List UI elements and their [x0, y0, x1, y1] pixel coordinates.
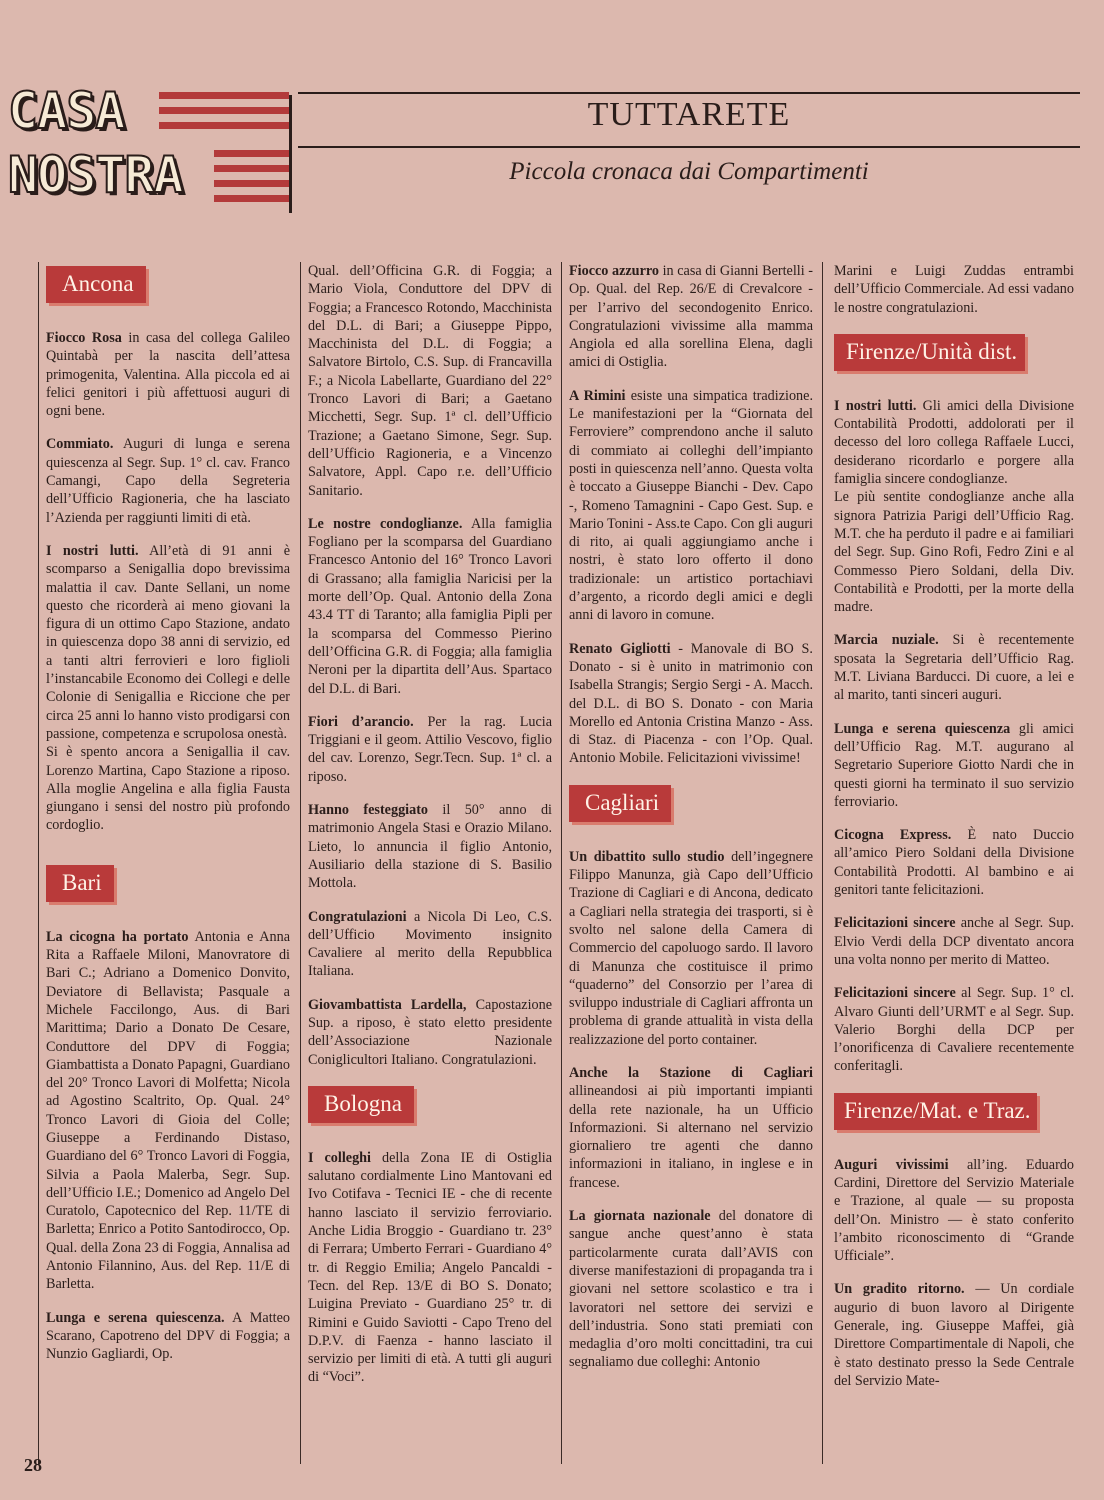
- article-text: Gli amici della Divisione Contabilità Prodotti, addolorati per il decesso del loro collega Raffaele Lucci, desiderano ricordarlo e porgere alla famiglia sincere condoglianze.: [834, 397, 1074, 488]
- article-paragraph: [569, 387, 813, 625]
- column-1: [46, 262, 290, 1464]
- article-text: Auguri di lunga e serena quiescenza al Segr. Sup. 1° cl. cav. Franco Camangi, Capo della Segreteria dell’Ufficio Ragioneria, che ha lasciato l’Azienda per raggiunti limiti di età.: [46, 436, 290, 526]
- column-4: [834, 262, 1074, 1464]
- article-text: il 50° anno di matrimonio Angela Stasi e Orazio Milano. Lieto, lo annuncia il figlio Antonio, Ausiliario della stazione di S. Basilio Mottola.: [308, 802, 552, 892]
- region-heading-cagliari: Cagliari: [569, 785, 671, 822]
- region-heading-firenze-unita-dist: Firenze/Unità dist.: [834, 334, 1025, 371]
- article-lead: I nostri lutti.: [46, 542, 139, 559]
- section-title: TUTTARETE: [587, 96, 791, 133]
- article-paragraph: [308, 515, 552, 698]
- article-paragraph: [308, 908, 552, 981]
- article-lead: Felicitazioni sincere: [834, 985, 956, 1002]
- article-lead: Un gradito ritorno.: [834, 1281, 965, 1298]
- article-paragraph: [834, 826, 1074, 899]
- article-paragraph: Le più sentite condoglianze anche alla signora Patrizia Parigi dell’Ufficio Rag. M.T. che ha perduto il padre e ai familiari del Segr. Sup. Gino Rofi, Fedro Zini e al Commesso Piero Soldani, della Div. Contabilità e Prodotti, per la morte della madre.: [834, 489, 1074, 616]
- article-text: allineandosi ai più importanti impianti della rete nazionale, ha un Ufficio Informazioni. Si alternano nel servizio giornaliero tre agenti che danno informazioni in italiano, in inglese e in francese.: [569, 1083, 813, 1191]
- article-lead: Giovambattista Lardella,: [308, 996, 467, 1013]
- article-lead: Marcia nuziale.: [834, 632, 939, 649]
- article-paragraph: [308, 1149, 552, 1387]
- article-text: Per la rag. Lucia Triggiani e il geom. Attilio Vescovo, figlio del cav. Lorenzo, Segr.Tecn. Sup. 1ª cl. a riposo.: [308, 713, 552, 785]
- article-lead: A Rimini: [569, 387, 626, 404]
- masthead-mid-rule: [298, 146, 1080, 148]
- page-number: 28: [24, 1455, 42, 1475]
- article-paragraph: [834, 631, 1074, 704]
- article-text: Si è recentemente sposata la Segretaria dell’Ufficio Rag. M.T. Liviana Barducci. Di cuore, a lei e al marito, tanti sinceri auguri.: [834, 632, 1074, 704]
- article-lead: La giornata nazionale: [569, 1208, 711, 1225]
- article-paragraph: [834, 984, 1074, 1075]
- article-lead: Lunga e serena quiescenza: [834, 720, 1011, 737]
- article-lead: Un dibattito sullo studio: [569, 848, 725, 865]
- article-text: della Zona IE di Ostiglia salutano cordialmente Lino Mantovani ed Ivo Cotifava - Tecnici IE - che di recente hanno lasciato il servizio ferroviario. Anche Lidia Broggio - Guardiano tr. 23° di Ferrara; Umberto Ferrari - Guardiano 4° tr. di Reggio Emilia; Angelo Pancaldi - Tecn. del Rep. 13/E di BO S. Donato; Luigina Previato - Guardiano 25° tr. di Rimini e Guido Saviotti - Capo Treno del D.P.V. di Faenza - hanno lasciato il servizio per limiti di età. A tutti gli auguri di “Voci”.: [308, 1149, 552, 1386]
- article-paragraph: [308, 801, 552, 892]
- region-heading-firenze-mat-traz: Firenze/Mat. e Traz.: [834, 1093, 1037, 1130]
- article-text: Antonia e Anna Rita a Raffaele Miloni, Manovratore di Bari C.; Adriano a Domenico Donvito, Deviatore di Bellavista; Pasquale a Michele Faccilongo, Aus. di Bari Marittima; Dario a Donato De Cesare, Conduttore del DPV di Foggia; Giambattista a Donato Papagni, Guardiano del 20° Tronco Lavori di Molfetta; Nicola ad Agostino Scaltrito, Op. Qual. 24° Tronco Lavori di Gioia del Colle; Giuseppe a Ferdinando Distaso, Guardiano del 6° Tronco Lavori di Foggia, Silvia a Paola Malerba, Segr. Sup. dell’Ufficio I.E.; Domenico ad Angelo Del Curatolo, Capotecnico del Rep. 11/TE di Barletta; Enrico a Potito Santodirocco, Op. Qual. della Zona 23 di Foggia, Annalisa ad Antonio Filannino, Aus. del Rep. 11/E di Barletta.: [46, 928, 290, 1293]
- column-rule: [300, 262, 301, 1464]
- article-lead: Anche la Stazione di Cagliari: [569, 1064, 813, 1081]
- column-3: [569, 262, 813, 1464]
- article-paragraph: [46, 928, 290, 1294]
- article-paragraph: [569, 1207, 813, 1372]
- article-paragraph: [834, 1280, 1074, 1390]
- column-rule: [561, 262, 562, 1464]
- column-rule: [822, 262, 823, 1464]
- article-lead: Renato Gigliotti: [569, 640, 671, 657]
- article-lead: Cicogna Express.: [834, 827, 952, 844]
- article-paragraph: [569, 848, 813, 1049]
- article-paragraph: [834, 397, 1074, 488]
- article-paragraph: [46, 435, 290, 526]
- article-text: All’età di 91 anni è scomparso a Senigallia dopo brevissima malattia il cav. Dante Sellani, un nome questo che ricorderà ai meno giovani la figura di un ottimo Capo Stazione, andato in quiescenza dopo 38 anni di servizio, ed a tanti altri ferrovieri e loro figlioli l’instancabile Economo dei Collegi e delle Colonie di Senigallia e Riccione che per circa 25 anni lo hanno visto prodigarsi con passione, competenza e scrupolosa onestà.: [46, 542, 290, 742]
- article-text: al Segr. Sup. 1° cl. Alvaro Giunti dell’URMT e al Segr. Sup. Valerio Borghi della DCP per l’onorificenza di Cavaliere recentemente conferitagli.: [834, 985, 1074, 1075]
- article-lead: Hanno festeggiato: [308, 802, 429, 819]
- article-paragraph: [308, 713, 552, 786]
- article-lead: I colleghi: [308, 1149, 372, 1166]
- article-text: all’ing. Eduardo Cardini, Direttore del Servizio Materiale e Trazione, al quale — su proposta dell’On. Ministro — è stato conferito l’ambito riconoscimento di “Grande Ufficiale”.: [834, 1156, 1074, 1265]
- article-lead: Felicitazioni sincere: [834, 915, 956, 932]
- article-paragraph: Si è spento ancora a Senigallia il cav. Lorenzo Martina, Capo Stazione a riposo. Alla moglie Angelina e alla figlia Fausta giungano i sensi del nostro più profondo cordoglio.: [46, 744, 290, 834]
- article-text: — Un cordiale augurio di buon lavoro al Dirigente Generale, ing. Giuseppe Maffei, già Direttore Compartimentale di Napoli, che è stato destinato presso la Sede Centrale del Servizio Mate-: [834, 1281, 1074, 1389]
- region-heading-ancona: Ancona: [46, 266, 146, 303]
- article-lead: Fiocco azzurro: [569, 263, 660, 279]
- column-2: [308, 262, 552, 1464]
- article-text: - Manovale di BO S. Donato - si è unito in matrimonio con Isabella Strangis; Sergio Sergi - A. Macch. del D.L. di BO S. Donato - con Maria Morello ed Antonia Cristina Manzo - Ass. di Staz. di Piacenza - con l’Op. Qual. Antonio Mobile. Felicitazioni vivissime!: [569, 640, 813, 767]
- article-lead: I nostri lutti.: [834, 397, 917, 414]
- column-rule: [38, 262, 39, 1464]
- article-paragraph: [46, 542, 290, 743]
- article-paragraph: [569, 262, 813, 372]
- masthead-divider: [289, 95, 292, 213]
- article-paragraph: [569, 1064, 813, 1192]
- article-lead: Fiocco Rosa: [46, 330, 122, 346]
- article-text: Alla famiglia Fogliano per la scomparsa del Guardiano Francesco Antonio del 16° Tronco Lavori di Grassano; alla famiglia Naricisi per la morte dell’Op. Qual. Antonio della Zona 43.4 TT di Taranto; alla famiglia Pipli per la scomparsa del Commesso Pierino dell’Officina G.R. di Foggia; alla famiglia Neroni per la dipartita dell’Aus. Spartaco del D.L. di Bari.: [308, 515, 552, 697]
- article-paragraph: [46, 1309, 290, 1364]
- article-lead: Commiato.: [46, 436, 114, 453]
- article-paragraph: [834, 1156, 1074, 1266]
- article-paragraph: [46, 329, 290, 420]
- logo-word-casa: CASA: [8, 82, 125, 140]
- article-lead: Le nostre condoglianze.: [308, 515, 463, 532]
- masthead-top-rule: [298, 92, 1080, 94]
- article-text: dell’ingegnere Filippo Manunza, già Capo dell’Ufficio Trazione di Cagliari e di Ancona, dedicato a Cagliari nella strategia dei trasporti, si è svolto nel salone della Camera di Commercio del capoluogo sardo. Il lavoro di Manunza che costituisce il primo “quaderno” del Consorzio per l’area di sviluppo industriale di Cagliari affronta un problema di grande attualità in vista della realizzazione del porto container.: [569, 848, 813, 1048]
- article-text: esiste una simpatica tradizione. Le manifestazioni per la “Giornata del Ferroviere” comprendono anche il saluto di commiato ai colleghi dell’impianto posti in quiescenza nell’anno. Questa volta è toccato a Giuseppe Bianchi - Dev. Capo -, Romeno Tamagnini - Capo Gest. Sup. e Mario Tonini - Ass.te Capo. Con gli auguri di rito, ai quali aggiungiamo anche i nostri, è stato loro offerto il dono tradizionale: un artistico portachiavi d’argento, a ricordo degli amici e degli anni di lavoro in comune.: [569, 387, 813, 624]
- article-paragraph: Marini e Luigi Zuddas entrambi dell’Ufficio Commerciale. Ad essi vadano le nostre congratulazioni.: [834, 263, 1074, 316]
- article-lead: Lunga e serena quiescenza.: [46, 1309, 225, 1326]
- article-text: anche al Segr. Sup. Elvio Verdi della DCP diventato ancora una volta nonno per merito di Matteo.: [834, 915, 1074, 968]
- section-subtitle: Piccola cronaca dai Compartimenti: [509, 158, 869, 185]
- article-paragraph: [834, 914, 1074, 969]
- article-text: Capostazione Sup. a riposo, è stato eletto presidente dell’Associazione Nazionale Coniglicultori Italiano. Congratulazioni.: [308, 996, 552, 1068]
- article-text: gli amici dell’Ufficio Rag. M.T. augurano al Segretario Superiore Giotto Nardi che in questi giorni ha terminato il suo servizio ferroviario.: [834, 720, 1074, 810]
- article-text: del donatore di sangue anche quest’anno è stata particolarmente curata dall’AVIS con diverse manifestazioni di propaganda tra i giovani nel settore scolastico e tra i lavoratori nel settore dei servizi e dell’industria. Sono stati premiati con medaglia d’oro molti concittadini, tra cui segnaliamo due colleghi: Antonio: [569, 1208, 813, 1371]
- article-paragraph: [308, 996, 552, 1069]
- article-paragraph: [569, 640, 813, 768]
- article-paragraph: Qual. dell’Officina G.R. di Foggia; a Mario Viola, Conduttore del DPV di Foggia; a Francesco Rotondo, Macchinista del D.L. di Bari; a Giuseppe Pippo, Macchinista del D.L. di Foggia; a Salvatore Birtolo, C.S. Sup. di Francavilla F.; a Nicola Labellarte, Guardiano del 22° Tronco Lavori di Bari; a Gaetano Micchetti, Segr. Sup. 1ª cl. dell’Ufficio Trazione; a Gaetano Simone, Segr. Sup. dell’Ufficio Ragioneria, e a Vincenzo Salvatore, Appl. Capo r.e. dell’Ufficio Sanitario.: [308, 263, 552, 499]
- logo-word-nostra: NOSTRA: [8, 146, 183, 204]
- article-text: A Matteo Scarano, Capotreno del DPV di Foggia; a Nunzio Gagliardi, Op.: [46, 1309, 290, 1363]
- article-text: È nato Duccio all’amico Piero Soldani della Divisione Contabilità Prodotti. Al bambino e ai genitori tante felicitazioni.: [834, 827, 1074, 899]
- region-heading-bari: Bari: [46, 865, 114, 902]
- article-text: in casa del collega Galileo Quintabà per la nascita dell’attesa primogenita, Valentina. Alla piccola ed ai felici genitori i più affettuosi auguri di ogni bene.: [46, 330, 290, 420]
- article-paragraph: [834, 720, 1074, 811]
- casa-nostra-logo: [4, 80, 289, 212]
- article-lead: Auguri vivissimi: [834, 1156, 949, 1173]
- article-text: a Nicola Di Leo, C.S. dell’Ufficio Movimento insignito Cavaliere al merito della Repubblica Italiana.: [308, 908, 552, 980]
- article-text: in casa di Gianni Bertelli - Op. Qual. del Rep. 26/E di Crevalcore - per l’arrivo del secondogenito Enrico. Congratulazioni vivissime alla mamma Angiola ed alla sorellina Elena, dagli amici di Ostiglia.: [569, 263, 813, 371]
- region-heading-bologna: Bologna: [308, 1086, 414, 1123]
- article-lead: Fiori d’arancio.: [308, 713, 414, 730]
- article-lead: Congratulazioni: [308, 908, 407, 925]
- article-lead: La cicogna ha portato: [46, 928, 189, 945]
